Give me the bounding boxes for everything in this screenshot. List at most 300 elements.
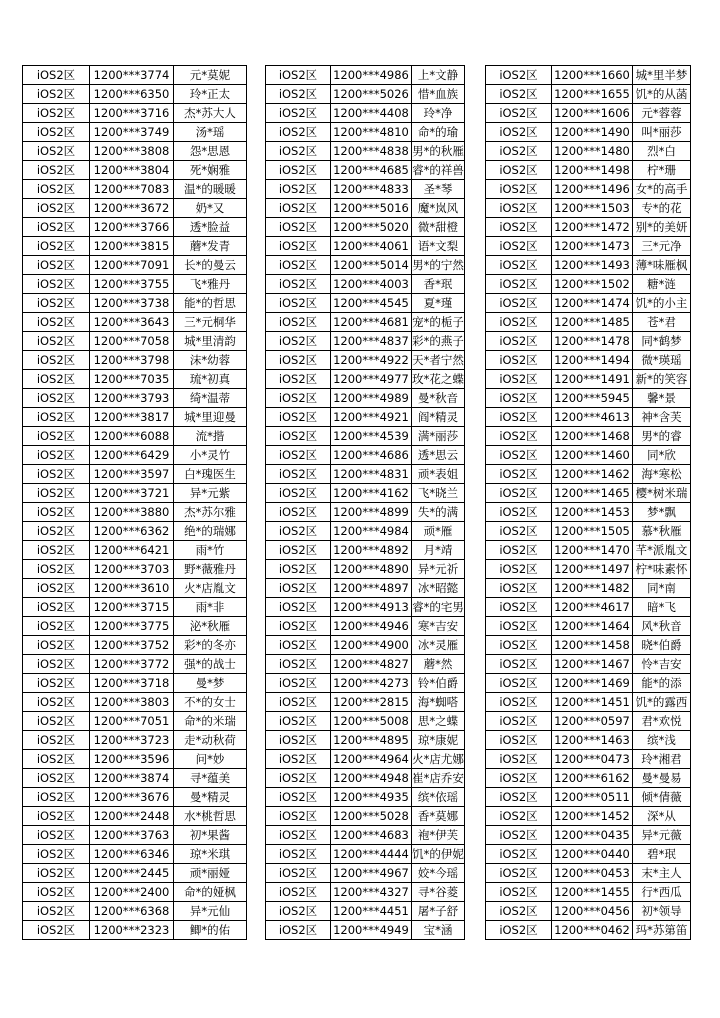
server-cell: iOS2区 [266,351,331,370]
account-id-cell: 1200***4617 [552,598,633,617]
account-id-cell: 1200***5028 [331,807,412,826]
server-cell: iOS2区 [486,313,552,332]
player-name-cell: 屠*子舒 [412,902,465,921]
table-row [266,218,465,237]
account-id-cell: 1200***1473 [552,237,633,256]
server-cell: iOS2区 [23,66,90,85]
table-row [486,503,691,522]
account-id-cell: 1200***1503 [552,199,633,218]
server-cell: iOS2区 [23,712,90,731]
server-cell: iOS2区 [23,199,90,218]
server-cell: iOS2区 [486,275,552,294]
table-row [266,750,465,769]
server-cell: iOS2区 [486,256,552,275]
table-row [266,826,465,845]
table-row [23,636,247,655]
player-name-cell: 香*珉 [412,275,465,294]
account-id-cell: 1200***1464 [552,617,633,636]
table-row [23,370,247,389]
account-id-cell: 1200***5016 [331,199,412,218]
table-row [23,465,247,484]
account-id-cell: 1200***1655 [552,85,633,104]
player-name-cell: 行*西瓜 [633,883,691,902]
player-name-cell: 死*娴雅 [174,161,247,180]
player-name-cell: 杰*苏大人 [174,104,247,123]
account-id-cell: 1200***3643 [90,313,174,332]
server-cell: iOS2区 [23,294,90,313]
player-name-cell: 城*里迎曼 [174,408,247,427]
account-id-cell: 1200***3880 [90,503,174,522]
table-row [23,541,247,560]
player-name-cell: 命*的娅枫 [174,883,247,902]
table-row [23,883,247,902]
server-cell: iOS2区 [486,541,552,560]
table-row [266,807,465,826]
account-id-cell: 1200***3772 [90,655,174,674]
server-cell: iOS2区 [266,864,331,883]
account-id-cell: 1200***3774 [90,66,174,85]
account-id-cell: 1200***3610 [90,579,174,598]
table-row [486,769,691,788]
server-cell: iOS2区 [266,142,331,161]
player-name-cell: 泌*秋雁 [174,617,247,636]
account-id-cell: 1200***3763 [90,826,174,845]
player-name-cell: 暗*飞 [633,598,691,617]
server-cell: iOS2区 [23,788,90,807]
player-name-cell: 姣*今瑶 [412,864,465,883]
player-table-left [22,65,247,940]
server-cell: iOS2区 [23,408,90,427]
account-id-cell: 1200***1460 [552,446,633,465]
table-row [266,237,465,256]
player-name-cell: 玲*正太 [174,85,247,104]
account-id-cell: 1200***4900 [331,636,412,655]
player-name-cell: 初*领导 [633,902,691,921]
server-cell: iOS2区 [486,104,552,123]
server-cell: iOS2区 [23,389,90,408]
account-id-cell: 1200***3793 [90,389,174,408]
player-name-cell: 苍*君 [633,313,691,332]
player-name-cell: 火*店胤文 [174,579,247,598]
player-name-cell: 柠*味素怀 [633,560,691,579]
table-body [266,66,465,940]
account-id-cell: 1200***6362 [90,522,174,541]
server-cell: iOS2区 [23,427,90,446]
account-id-cell: 1200***0453 [552,864,633,883]
player-name-cell: 樱*树米瑞 [633,484,691,503]
player-name-cell: 火*店尤娜 [412,750,465,769]
player-name-cell: 女*的高手 [633,180,691,199]
table-row [486,142,691,161]
table-row [486,674,691,693]
server-cell: iOS2区 [23,503,90,522]
server-cell: iOS2区 [23,902,90,921]
account-id-cell: 1200***1505 [552,522,633,541]
player-name-cell: 初*果酱 [174,826,247,845]
table-row [23,275,247,294]
server-cell: iOS2区 [486,712,552,731]
account-id-cell: 1200***4890 [331,560,412,579]
table-row [23,769,247,788]
account-id-cell: 1200***6350 [90,85,174,104]
player-name-cell: 奶*又 [174,199,247,218]
table-row [23,142,247,161]
server-cell: iOS2区 [486,693,552,712]
table-row [486,332,691,351]
account-id-cell: 1200***3716 [90,104,174,123]
account-id-cell: 1200***1606 [552,104,633,123]
server-cell: iOS2区 [266,427,331,446]
player-name-cell: 白*瑰医生 [174,465,247,484]
server-cell: iOS2区 [23,693,90,712]
account-id-cell: 1200***4949 [331,921,412,940]
account-id-cell: 1200***4686 [331,446,412,465]
server-cell: iOS2区 [486,332,552,351]
table-row [266,332,465,351]
table-row [486,123,691,142]
table-row [486,579,691,598]
account-id-cell: 1200***4810 [331,123,412,142]
player-name-cell: 琼*康妮 [412,731,465,750]
server-cell: iOS2区 [486,522,552,541]
table-row [266,85,465,104]
table-row [486,845,691,864]
player-name-cell: 雨*非 [174,598,247,617]
table-row [23,85,247,104]
server-cell: iOS2区 [23,807,90,826]
table-row [266,180,465,199]
account-id-cell: 1200***0440 [552,845,633,864]
table-row [486,484,691,503]
table-row [266,104,465,123]
player-name-cell: 命*的米瑞 [174,712,247,731]
table-row [486,731,691,750]
server-cell: iOS2区 [23,921,90,940]
server-cell: iOS2区 [23,161,90,180]
server-cell: iOS2区 [23,180,90,199]
server-cell: iOS2区 [23,845,90,864]
player-name-cell: 夏*瑾 [412,294,465,313]
account-id-cell: 1200***7091 [90,256,174,275]
server-cell: iOS2区 [266,541,331,560]
account-id-cell: 1200***1452 [552,807,633,826]
player-name-cell: 柠*珊 [633,161,691,180]
server-cell: iOS2区 [266,123,331,142]
server-cell: iOS2区 [486,85,552,104]
account-id-cell: 1200***1463 [552,731,633,750]
table-row [266,636,465,655]
server-cell: iOS2区 [266,161,331,180]
player-name-cell: 杰*苏尔雅 [174,503,247,522]
server-cell: iOS2区 [486,199,552,218]
server-cell: iOS2区 [486,807,552,826]
table-row [23,313,247,332]
player-name-cell: 缤*依瑶 [412,788,465,807]
server-cell: iOS2区 [23,351,90,370]
player-name-cell: 晓*伯爵 [633,636,691,655]
player-name-cell: 玫*花之蝶 [412,370,465,389]
server-cell: iOS2区 [486,655,552,674]
server-cell: iOS2区 [23,750,90,769]
server-cell: iOS2区 [486,864,552,883]
server-cell: iOS2区 [23,256,90,275]
player-name-cell: 末*主人 [633,864,691,883]
table-row [486,921,691,940]
table-row [266,731,465,750]
account-id-cell: 1200***5020 [331,218,412,237]
player-name-cell: 君*欢悦 [633,712,691,731]
server-cell: iOS2区 [266,883,331,902]
account-id-cell: 1200***1493 [552,256,633,275]
player-name-cell: 风*秋音 [633,617,691,636]
account-id-cell: 1200***4003 [331,275,412,294]
server-cell: iOS2区 [266,731,331,750]
table-row [486,370,691,389]
account-id-cell: 1200***4964 [331,750,412,769]
player-name-cell: 透*脸益 [174,218,247,237]
table-row [23,902,247,921]
server-cell: iOS2区 [23,826,90,845]
table-row [266,199,465,218]
table-row [266,902,465,921]
server-cell: iOS2区 [486,845,552,864]
account-id-cell: 1200***4683 [331,826,412,845]
account-id-cell: 1200***1480 [552,142,633,161]
table-row [266,370,465,389]
table-row [486,807,691,826]
server-cell: iOS2区 [266,389,331,408]
table-row [266,655,465,674]
player-name-cell: 睿*的宅男 [412,598,465,617]
account-id-cell: 1200***4162 [331,484,412,503]
player-name-cell: 问*妙 [174,750,247,769]
table-row [266,275,465,294]
player-name-cell: 曼*梦 [174,674,247,693]
server-cell: iOS2区 [23,142,90,161]
table-row [23,503,247,522]
table-row [23,807,247,826]
account-id-cell: 1200***7058 [90,332,174,351]
account-id-cell: 1200***3815 [90,237,174,256]
server-cell: iOS2区 [23,332,90,351]
server-cell: iOS2区 [266,788,331,807]
server-cell: iOS2区 [486,636,552,655]
player-name-cell: 神*含芙 [633,408,691,427]
server-cell: iOS2区 [486,769,552,788]
player-name-cell: 思*之蝶 [412,712,465,731]
player-name-cell: 语*文梨 [412,237,465,256]
player-name-cell: 铃*伯爵 [412,674,465,693]
table-row [266,408,465,427]
table-row [23,845,247,864]
table-row [266,864,465,883]
server-cell: iOS2区 [266,560,331,579]
server-cell: iOS2区 [486,427,552,446]
player-name-cell: 彩*的冬亦 [174,636,247,655]
server-cell: iOS2区 [266,408,331,427]
table-row [486,218,691,237]
account-id-cell: 1200***4977 [331,370,412,389]
player-name-cell: 彩*的燕子 [412,332,465,351]
table-row [23,123,247,142]
table-row [266,769,465,788]
table-row [266,883,465,902]
server-cell: iOS2区 [23,522,90,541]
player-name-cell: 圣*琴 [412,180,465,199]
account-id-cell: 1200***3798 [90,351,174,370]
server-cell: iOS2区 [23,446,90,465]
table-row [23,218,247,237]
account-id-cell: 1200***3817 [90,408,174,427]
player-name-cell: 怨*思恩 [174,142,247,161]
player-name-cell: 碧*珉 [633,845,691,864]
player-name-cell: 月*靖 [412,541,465,560]
account-id-cell: 1200***3721 [90,484,174,503]
account-id-cell: 1200***3804 [90,161,174,180]
server-cell: iOS2区 [486,294,552,313]
server-cell: iOS2区 [486,408,552,427]
account-id-cell: 1200***5945 [552,389,633,408]
player-name-cell: 异*元仙 [174,902,247,921]
table-row [266,484,465,503]
account-id-cell: 1200***5014 [331,256,412,275]
table-row [486,522,691,541]
server-cell: iOS2区 [486,826,552,845]
table-row [266,541,465,560]
table-row [486,237,691,256]
account-id-cell: 1200***3676 [90,788,174,807]
server-cell: iOS2区 [486,731,552,750]
account-id-cell: 1200***1453 [552,503,633,522]
account-id-cell: 1200***4935 [331,788,412,807]
server-cell: iOS2区 [266,484,331,503]
server-cell: iOS2区 [266,921,331,940]
player-name-cell: 鲫*的佑 [174,921,247,940]
server-cell: iOS2区 [486,465,552,484]
player-name-cell: 冰*昭懿 [412,579,465,598]
player-name-cell: 缤*浅 [633,731,691,750]
account-id-cell: 1200***4967 [331,864,412,883]
server-cell: iOS2区 [23,370,90,389]
server-cell: iOS2区 [23,864,90,883]
table-row [23,351,247,370]
player-name-cell: 玲*湘君 [633,750,691,769]
server-cell: iOS2区 [266,769,331,788]
table-row [23,332,247,351]
table-row [266,66,465,85]
player-name-cell: 满*丽莎 [412,427,465,446]
table-row [23,104,247,123]
account-id-cell: 1200***1478 [552,332,633,351]
server-cell: iOS2区 [23,313,90,332]
server-cell: iOS2区 [266,598,331,617]
table-row [486,66,691,85]
table-row [23,750,247,769]
server-cell: iOS2区 [486,902,552,921]
player-name-cell: 琉*初真 [174,370,247,389]
server-cell: iOS2区 [266,826,331,845]
table-row [23,427,247,446]
server-cell: iOS2区 [266,503,331,522]
player-name-cell: 专*的花 [633,199,691,218]
table-body [486,66,691,940]
player-name-cell: 沫*幼蓉 [174,351,247,370]
table-row [23,389,247,408]
server-cell: iOS2区 [23,560,90,579]
account-id-cell: 1200***0597 [552,712,633,731]
account-id-cell: 1200***1455 [552,883,633,902]
player-name-cell: 透*思云 [412,446,465,465]
player-name-cell: 玛*苏第笛 [633,921,691,940]
player-name-cell: 海*寒松 [633,465,691,484]
server-cell: iOS2区 [23,218,90,237]
account-id-cell: 1200***6421 [90,541,174,560]
table-row [23,294,247,313]
account-id-cell: 1200***1470 [552,541,633,560]
table-row [266,161,465,180]
account-id-cell: 1200***1660 [552,66,633,85]
server-cell: iOS2区 [486,237,552,256]
table-row [486,750,691,769]
account-id-cell: 1200***2323 [90,921,174,940]
server-cell: iOS2区 [266,85,331,104]
account-id-cell: 1200***1482 [552,579,633,598]
server-cell: iOS2区 [23,731,90,750]
server-cell: iOS2区 [266,218,331,237]
player-name-cell: 深*从 [633,807,691,826]
table-row [486,85,691,104]
account-id-cell: 1200***1465 [552,484,633,503]
player-name-cell: 异*元紫 [174,484,247,503]
server-cell: iOS2区 [266,237,331,256]
server-cell: iOS2区 [23,484,90,503]
server-cell: iOS2区 [486,484,552,503]
table-row [266,522,465,541]
player-name-cell: 温*的暖暖 [174,180,247,199]
account-id-cell: 1200***3672 [90,199,174,218]
table-row [23,446,247,465]
table-row [23,788,247,807]
account-id-cell: 1200***4061 [331,237,412,256]
table-row [266,617,465,636]
account-id-cell: 1200***3755 [90,275,174,294]
player-name-cell: 天*者宁然 [412,351,465,370]
table-row [23,66,247,85]
account-id-cell: 1200***3597 [90,465,174,484]
table-row [486,598,691,617]
table-row [486,560,691,579]
server-cell: iOS2区 [486,370,552,389]
account-id-cell: 1200***4685 [331,161,412,180]
account-id-cell: 1200***1491 [552,370,633,389]
player-name-cell: 能*的哲思 [174,294,247,313]
table-row [266,674,465,693]
server-cell: iOS2区 [486,389,552,408]
table-row [23,598,247,617]
server-cell: iOS2区 [486,598,552,617]
account-id-cell: 1200***3703 [90,560,174,579]
table-row [23,237,247,256]
player-name-cell: 倾*倩薇 [633,788,691,807]
server-cell: iOS2区 [486,161,552,180]
server-cell: iOS2区 [266,617,331,636]
server-cell: iOS2区 [23,579,90,598]
player-name-cell: 冰*灵雁 [412,636,465,655]
table-row [23,579,247,598]
table-row [266,427,465,446]
player-name-cell: 男*的秋雁 [412,142,465,161]
account-id-cell: 1200***4948 [331,769,412,788]
